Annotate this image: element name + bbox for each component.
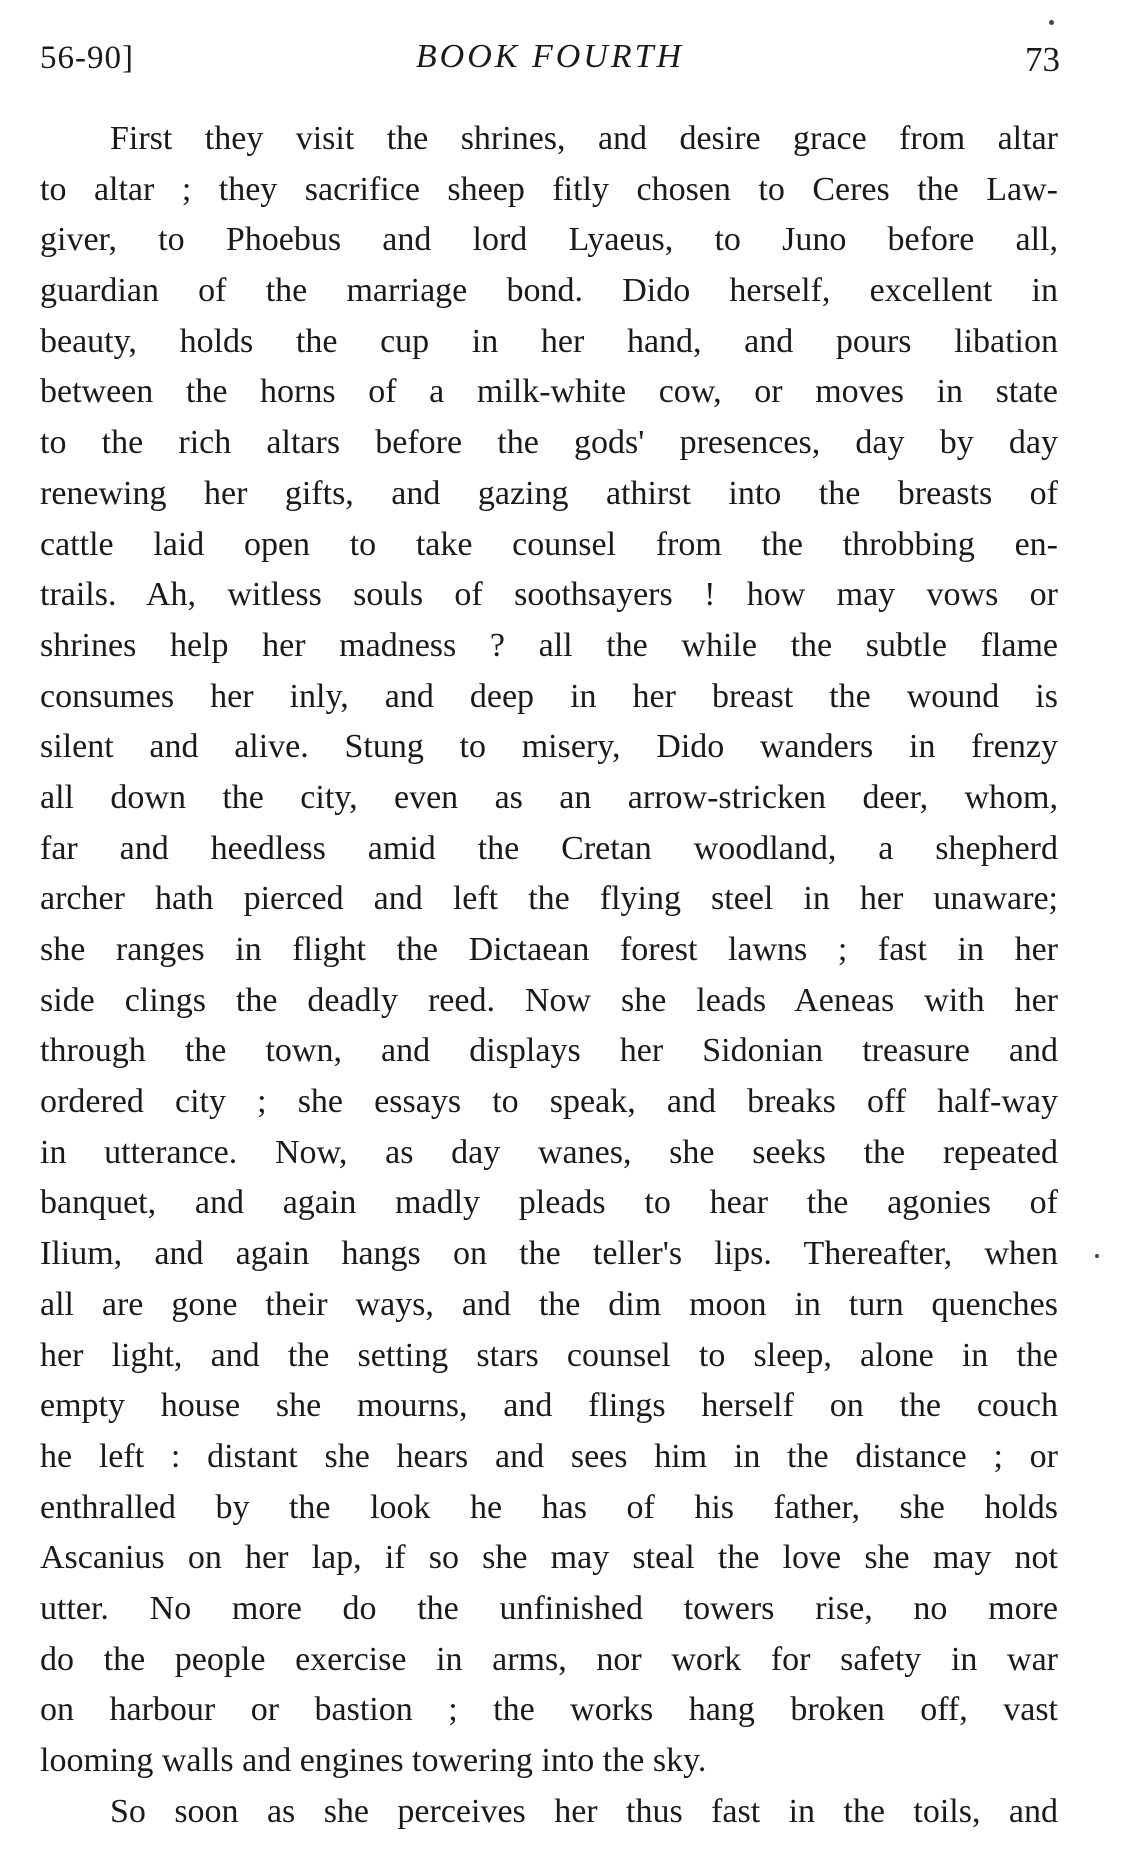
paragraph-1 — [40, 114, 1058, 1787]
page-number: 73 — [1025, 40, 1060, 79]
text-line: all down the city, even as an arrow-stricken deer, whom, — [40, 778, 1058, 816]
text-line: Ilium, and again hangs on the teller's lips. Thereafter, when — [40, 1235, 1058, 1273]
text-line: renewing her gifts, and gazing athirst into the breasts of — [40, 474, 1058, 512]
text-line: do the people exercise in arms, nor work for safety in war — [40, 1640, 1058, 1678]
text-line: enthralled by the look he has of his father, she holds — [40, 1488, 1058, 1526]
text-line: her light, and the setting stars counsel to sleep, alone in the — [40, 1336, 1058, 1374]
text-line: So soon as she perceives her thus fast in the toils, and — [110, 1792, 1058, 1830]
text-line: giver, to Phoebus and lord Lyaeus, to Juno before all, — [40, 221, 1058, 259]
text-line: beauty, holds the cup in her hand, and pours libation — [40, 322, 1058, 360]
text-line: through the town, and displays her Sidonian treasure and — [40, 1032, 1058, 1070]
running-head — [40, 30, 1060, 90]
print-speck — [1095, 1254, 1099, 1258]
paragraph-2 — [40, 1787, 1058, 1838]
text-line: archer hath pierced and left the flying steel in her unaware; — [40, 880, 1058, 918]
text-line: utter. No more do the unfinished towers rise, no more — [40, 1589, 1058, 1627]
text-line: silent and alive. Stung to misery, Dido wanders in frenzy — [40, 728, 1058, 766]
text-line: consumes her inly, and deep in her breast the wound is — [40, 677, 1058, 715]
text-line: side clings the deadly reed. Now she leads Aeneas with her — [40, 981, 1058, 1019]
text-line: First they visit the shrines, and desire grace from altar — [110, 120, 1058, 157]
line-range: 56-90] — [40, 40, 134, 76]
text-line: Ascanius on her lap, if so she may steal the love she may not — [40, 1539, 1058, 1577]
text-line: far and heedless amid the Cretan woodland, a shepherd — [40, 829, 1058, 867]
print-speck — [1049, 20, 1054, 25]
text-line: cattle laid open to take counsel from the throbbing en- — [40, 525, 1058, 563]
text-line: ordered city ; she essays to speak, and breaks off half-way — [40, 1083, 1058, 1121]
text-line: to altar ; they sacrifice sheep fitly chosen to Ceres the Law- — [40, 170, 1058, 208]
text-line: all are gone their ways, and the dim moon in turn quenches — [40, 1285, 1058, 1323]
text-line: on harbour or bastion ; the works hang broken off, vast — [40, 1691, 1058, 1729]
text-line: shrines help her madness ? all the while the subtle flame — [40, 626, 1058, 664]
text-line: between the horns of a milk-white cow, or moves in state — [40, 373, 1058, 411]
text-line: to the rich altars before the gods' presences, day by day — [40, 424, 1058, 462]
text-line: empty house she mourns, and flings herself on the couch — [40, 1387, 1058, 1425]
body-text — [40, 114, 1058, 1837]
text-line: banquet, and again madly pleads to hear the agonies of — [40, 1184, 1058, 1222]
text-line: trails. Ah, witless souls of soothsayers ! how may vows or — [40, 576, 1058, 614]
text-line: he left : distant she hears and sees him in the distance ; or — [40, 1437, 1058, 1475]
text-line: guardian of the marriage bond. Dido herself, excellent in — [40, 272, 1058, 310]
text-line: in utterance. Now, as day wanes, she seeks the repeated — [40, 1133, 1058, 1171]
book-title: BOOK FOURTH — [415, 38, 685, 75]
text-line: she ranges in flight the Dictaean forest lawns ; fast in her — [40, 931, 1058, 968]
text-line: looming walls and engines towering into the sky. — [40, 1742, 707, 1779]
